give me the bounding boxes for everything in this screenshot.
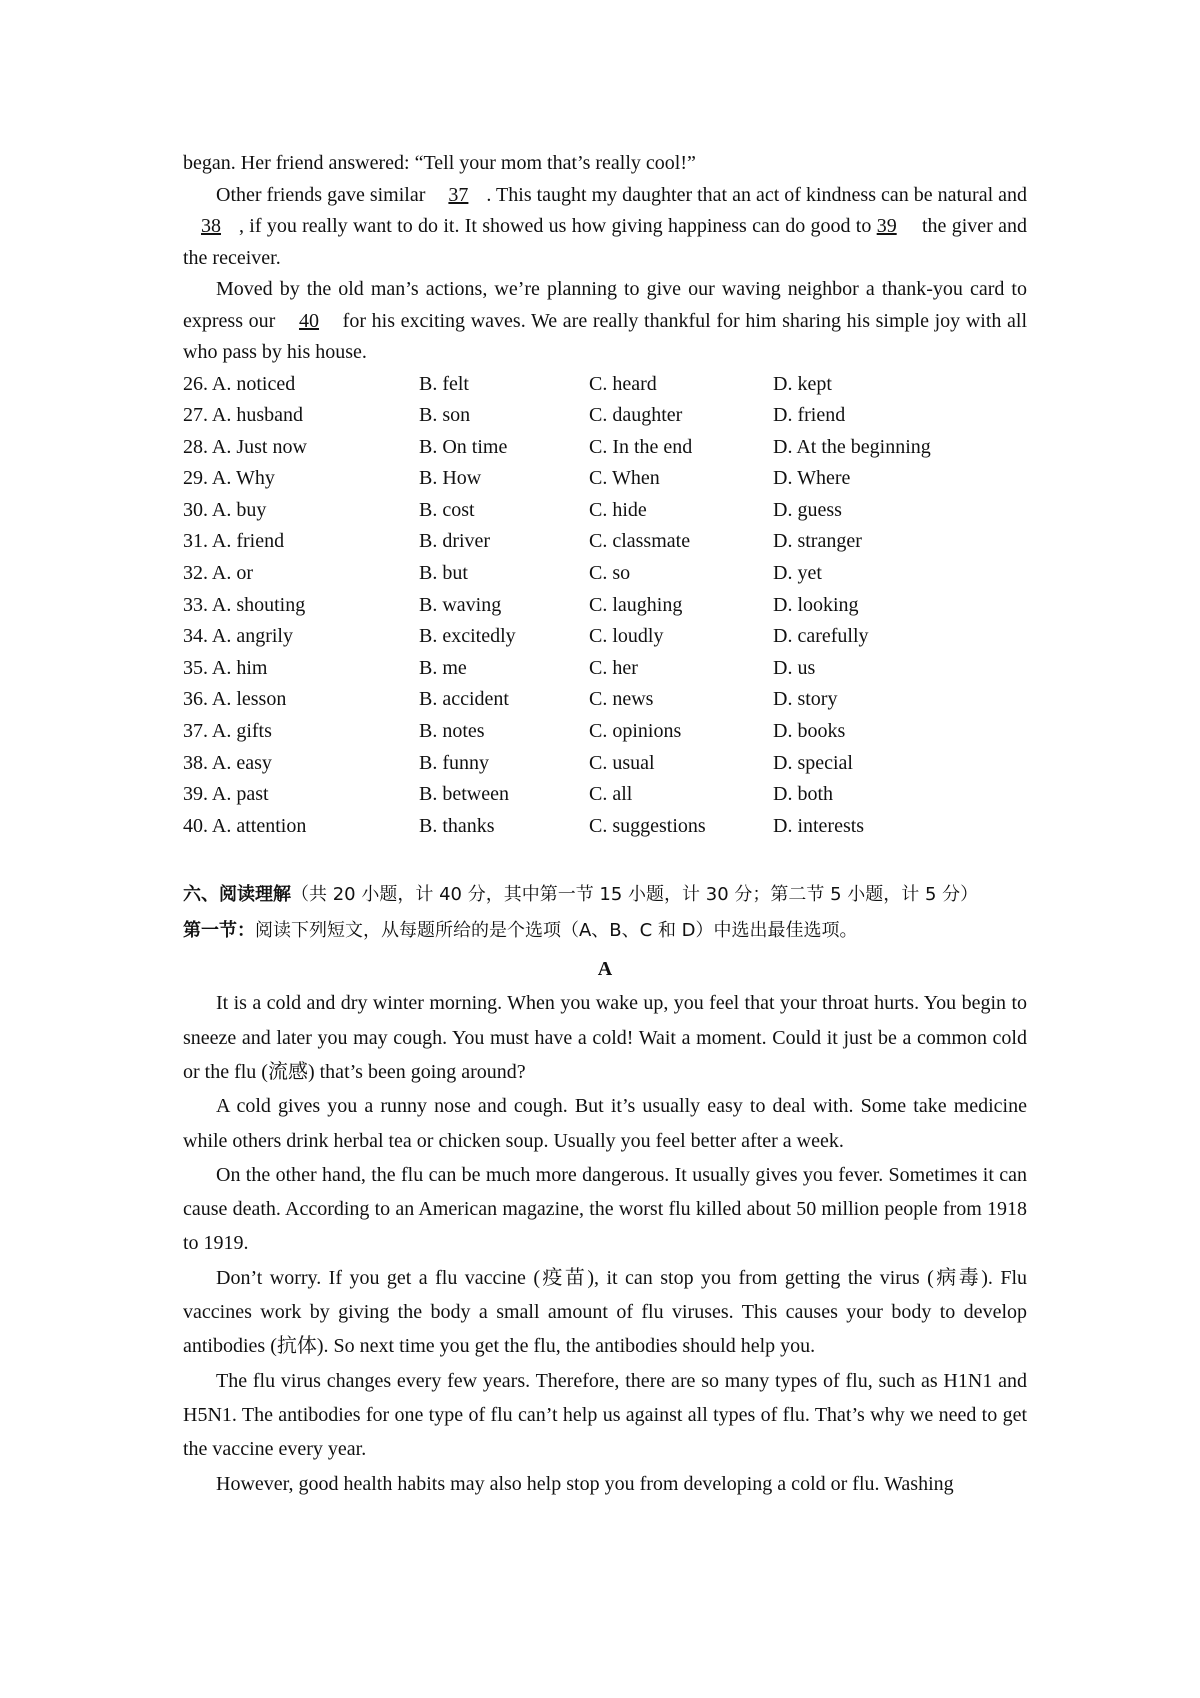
subsection-instructions: 阅读下列短文，从每题所给的是个选项（A、B、C 和 D）中选出最佳选项。 — [255, 920, 858, 942]
option-c: C. hide — [589, 498, 647, 521]
option-c: C. opinions — [589, 720, 682, 743]
section-title-detail: （共 20 小题，计 40 分，其中第一节 15 小题，计 30 分；第二节 5 小题，计 5 分） — [291, 884, 979, 906]
section-title: 六、阅读理解 — [183, 884, 291, 906]
option-c: C. usual — [589, 751, 655, 774]
passage-paragraph: The flu virus changes every few years. Therefore, there are so many types of flu, such as H1N1 and H5N1. The antibodies for one type of flu can’t help us against all types of flu. That’s why we need to get the vaccine every year. — [183, 1369, 1027, 1461]
passage-a — [183, 986, 1027, 1500]
option-b: B. How — [419, 467, 482, 490]
option-a: 39. A. past — [183, 783, 269, 806]
option-row-33 — [183, 590, 1027, 622]
option-a: 37. A. gifts — [183, 720, 272, 743]
option-b: B. but — [419, 562, 468, 585]
option-a: 35. A. him — [183, 656, 268, 679]
option-a: 33. A. shouting — [183, 593, 306, 616]
cloze-text: Moved by the old man’s actions, we’re planning to give our waving neighbor a thank-you card to express our — [183, 278, 1027, 332]
section-heading — [183, 878, 1027, 912]
option-d: D. yet — [773, 562, 822, 585]
option-d: D. looking — [773, 593, 859, 616]
option-c: C. When — [589, 467, 660, 490]
option-b: B. felt — [419, 372, 469, 395]
option-c: C. daughter — [589, 404, 683, 427]
option-c: C. loudly — [589, 625, 664, 648]
option-row-32 — [183, 558, 1027, 590]
option-c: C. heard — [589, 372, 657, 395]
option-row-26 — [183, 369, 1027, 401]
option-b: B. funny — [419, 751, 489, 774]
option-a: 28. A. Just now — [183, 435, 307, 458]
option-a: 30. A. buy — [183, 498, 267, 521]
option-b: B. accident — [419, 688, 509, 711]
option-row-34 — [183, 621, 1027, 653]
option-d: D. kept — [773, 372, 832, 395]
cloze-text: for his exciting waves. We are really thankful for him sharing his simple joy with all who pass by his house. — [183, 309, 1028, 363]
option-b: B. On time — [419, 435, 508, 458]
option-c: C. classmate — [589, 530, 691, 553]
option-d: D. special — [773, 751, 853, 774]
exam-page — [183, 148, 1027, 1501]
option-b: B. between — [419, 783, 509, 806]
option-c: C. news — [589, 688, 654, 711]
subsection-heading — [183, 914, 1027, 948]
option-b: B. waving — [419, 593, 502, 616]
cloze-text: Other friends gave similar — [216, 183, 426, 206]
option-row-36 — [183, 684, 1027, 716]
option-a: 32. A. or — [183, 562, 253, 585]
blank-39: 39 — [876, 215, 897, 237]
option-c: C. so — [589, 562, 631, 585]
passage-paragraph: On the other hand, the flu can be much more dangerous. It usually gives you fever. Sometimes it can cause death. According to an American magazine, the worst flu killed about 50 million people from 1918 to 1919. — [183, 1163, 1027, 1255]
blank-40: 40 — [298, 309, 319, 332]
option-row-35 — [183, 653, 1027, 685]
option-a: 29. A. Why — [183, 467, 275, 490]
option-d: D. stranger — [773, 530, 862, 553]
cloze-paragraph-2 — [183, 180, 1027, 275]
blank-37: 37 — [448, 183, 469, 206]
option-c: C. laughing — [589, 593, 683, 616]
options-list — [183, 369, 1027, 843]
passage-title: A — [597, 958, 613, 981]
option-b: B. thanks — [419, 814, 495, 837]
passage-paragraph: A cold gives you a runny nose and cough. But it’s usually easy to deal with. Some take medicine while others drink herbal tea or chicken soup. Usually you feel better after a week. — [183, 1095, 1027, 1152]
option-d: D. us — [773, 656, 816, 679]
option-c: C. her — [589, 656, 638, 679]
passage-paragraph: It is a cold and dry winter morning. When you wake up, you feel that your throat hurts. You begin to sneeze and later you may cough. You must have a cold! Wait a moment. Could it just be a common cold or the flu (流感) that’s been going around? — [183, 992, 1027, 1083]
option-a: 40. A. attention — [183, 814, 307, 837]
subsection-title: 第一节： — [183, 920, 255, 942]
option-d: D. interests — [773, 814, 865, 837]
cloze-text: . This taught my daughter that an act of kindness can be natural and — [486, 183, 1028, 206]
option-c: C. In the end — [589, 435, 693, 458]
option-b: B. cost — [419, 498, 475, 521]
cloze-text: , if you really want to do it. It showed us how giving happiness can do good to — [239, 215, 872, 237]
option-d: D. guess — [773, 498, 842, 521]
option-d: D. Where — [773, 467, 851, 490]
option-c: C. all — [589, 783, 633, 806]
option-row-39 — [183, 779, 1027, 811]
option-d: D. carefully — [773, 625, 869, 648]
option-d: D. books — [773, 720, 846, 743]
option-a: 36. A. lesson — [183, 688, 287, 711]
option-row-29 — [183, 463, 1027, 495]
option-b: B. son — [419, 404, 471, 427]
option-d: D. At the beginning — [773, 435, 931, 458]
cloze-text: the giver and the receiver. — [183, 215, 1028, 269]
option-row-28 — [183, 432, 1027, 464]
option-b: B. excitedly — [419, 625, 516, 648]
option-b: B. driver — [419, 530, 491, 553]
option-row-38 — [183, 748, 1027, 780]
option-b: B. me — [419, 656, 467, 679]
cloze-paragraph-3 — [183, 274, 1027, 369]
option-d: D. friend — [773, 404, 846, 427]
blank-38: 38 — [201, 215, 221, 237]
option-a: 31. A. friend — [183, 530, 285, 553]
option-d: D. both — [773, 783, 833, 806]
option-row-40 — [183, 811, 1027, 843]
option-d: D. story — [773, 688, 838, 711]
cloze-paragraph-1: began. Her friend answered: “Tell your mom that’s really cool!” — [183, 152, 696, 174]
option-a: 34. A. angrily — [183, 625, 293, 648]
option-row-27 — [183, 400, 1027, 432]
option-row-31 — [183, 526, 1027, 558]
passage-paragraph: Don’t worry. If you get a flu vaccine (疫苗), it can stop you from getting the virus (病毒). Flu vaccines work by giving the body a small amount of flu viruses. This causes your body to develop antibodies (抗体). So next time you get the flu, the antibodies should help you. — [183, 1266, 1027, 1358]
option-c: C. suggestions — [589, 814, 706, 837]
option-row-37 — [183, 716, 1027, 748]
option-a: 38. A. easy — [183, 751, 272, 774]
option-row-30 — [183, 495, 1027, 527]
option-b: B. notes — [419, 720, 485, 743]
option-a: 27. A. husband — [183, 404, 303, 427]
passage-paragraph: However, good health habits may also help stop you from developing a cold or flu. Washing — [216, 1472, 954, 1495]
option-a: 26. A. noticed — [183, 372, 296, 395]
